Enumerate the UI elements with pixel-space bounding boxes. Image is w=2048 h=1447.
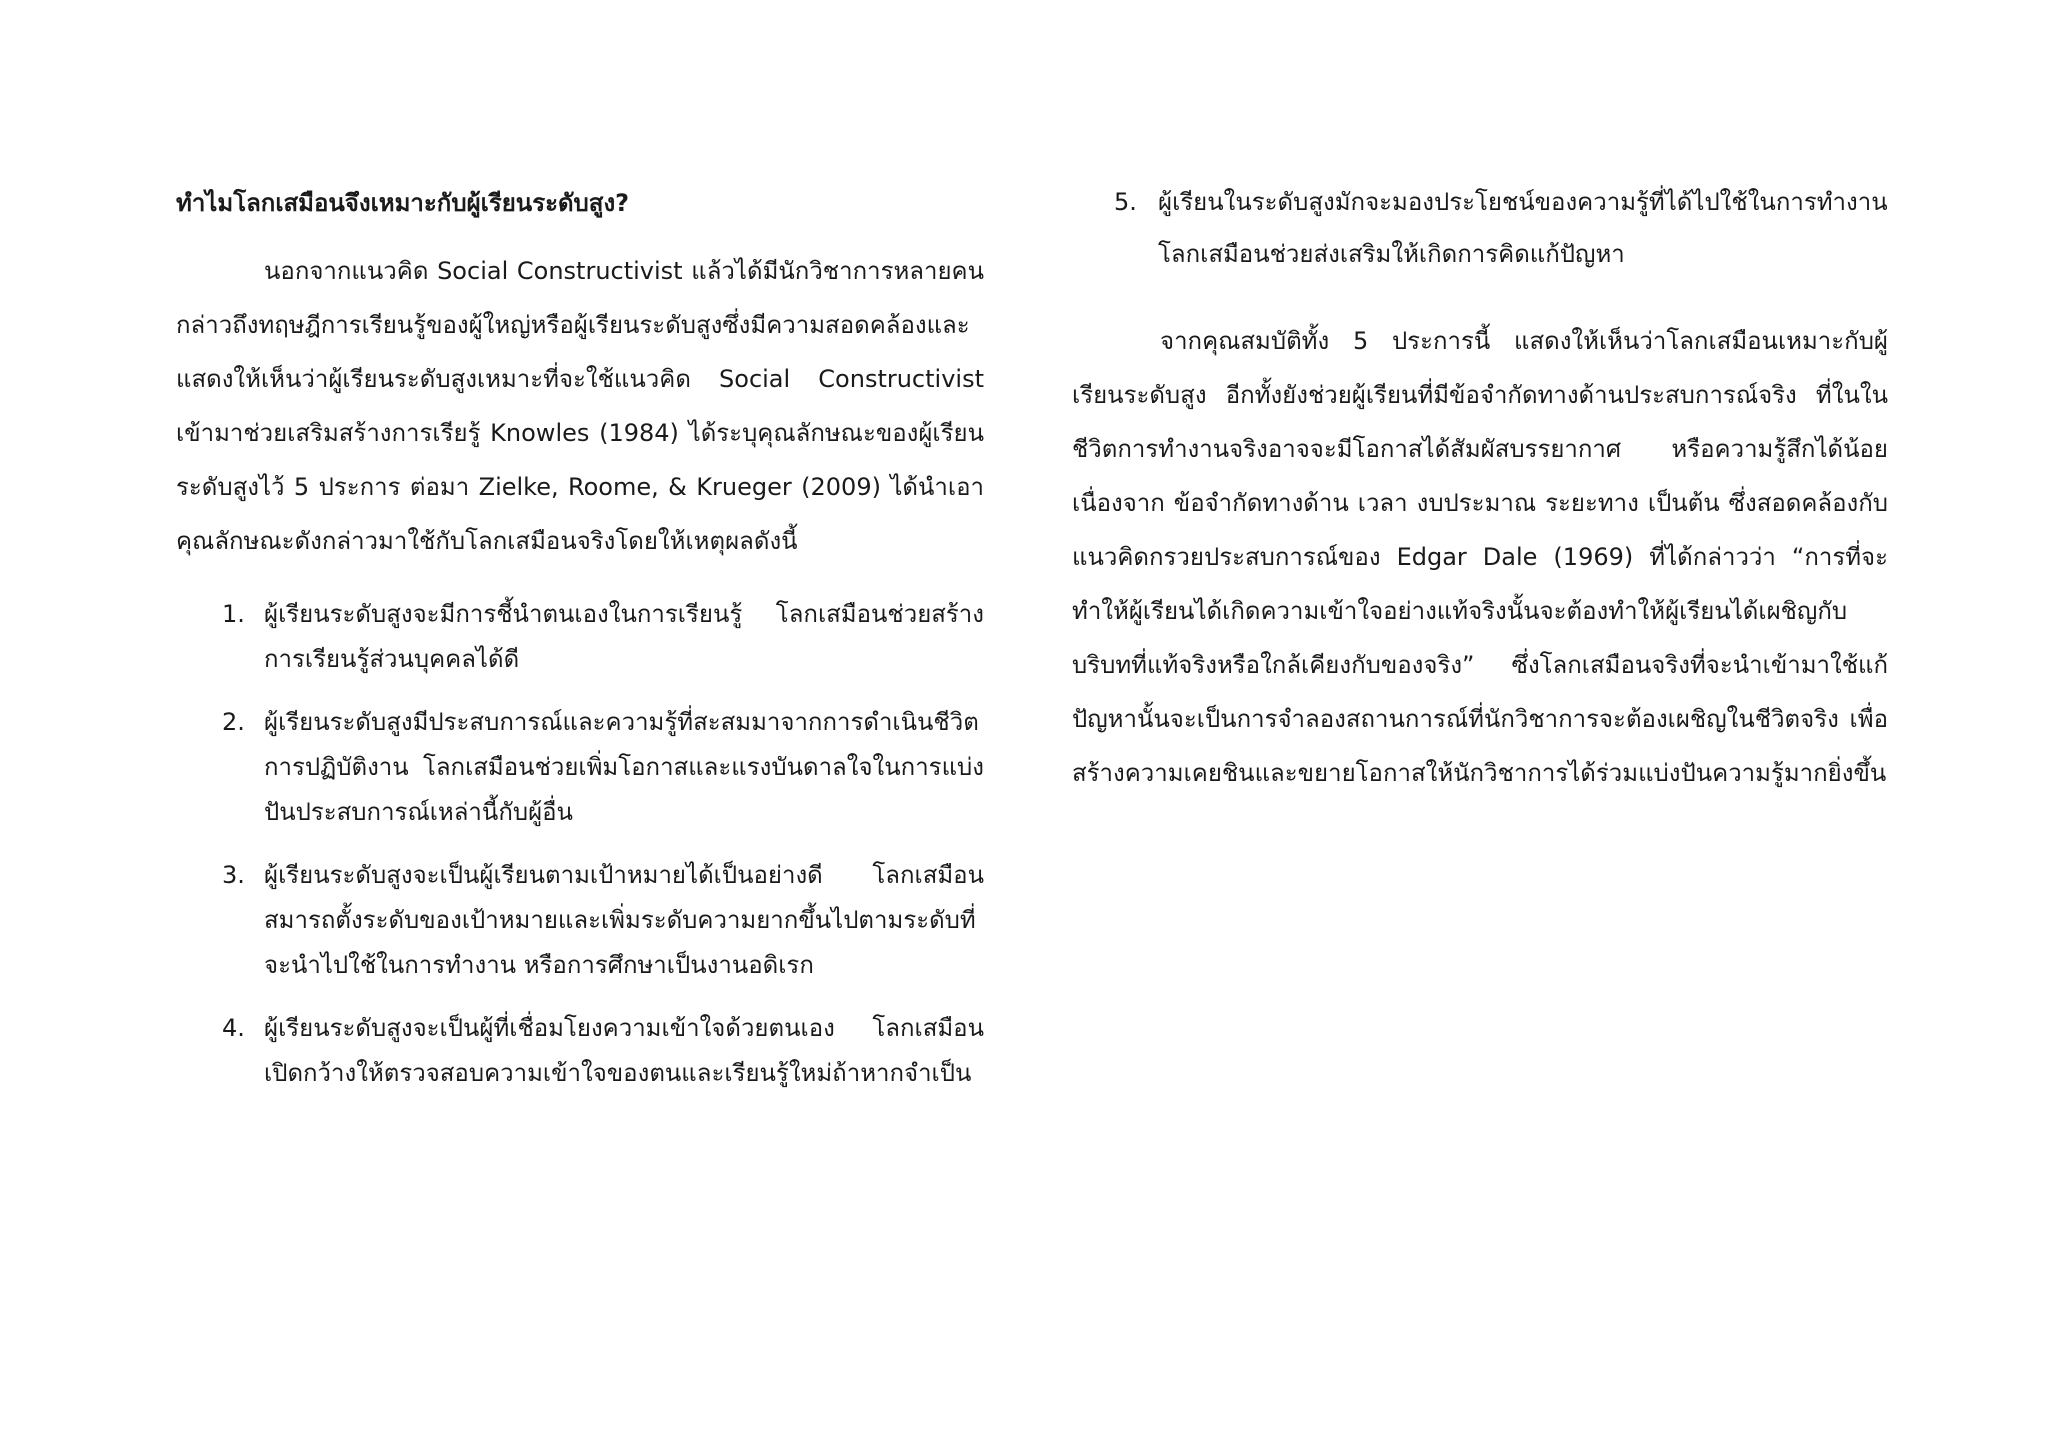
list-item: [176, 700, 984, 835]
list-item-text: ผู้เรียนระดับสูงจะมีการชี้นำตนเองในการเรียนรู้ โลกเสมือนช่วยสร้างการเรียนรู้ส่วนบุคคลได้ดี: [264, 600, 984, 673]
list-item-number: 4.: [222, 1014, 245, 1042]
list-item-number: 2.: [222, 708, 245, 736]
section-heading: ทำไมโลกเสมือนจึงเหมาะกับผู้เรียนระดับสูง?: [176, 189, 630, 217]
list-item: [176, 592, 984, 682]
list-item: [1072, 176, 1888, 280]
list-item-text: ผู้เรียนในระดับสูงมักจะมองประโยชน์ของความรู้ที่ได้ไปใช้ในการทำงาน โลกเสมือนช่วยส่งเสริมให้เกิดการคิดแก้ปัญหา: [1158, 188, 1888, 268]
list-item-number: 1.: [222, 600, 245, 628]
list-item: [176, 1006, 984, 1096]
list-item-number: 3.: [222, 861, 245, 889]
reasons-list-continued: [1072, 176, 1888, 280]
reasons-list: [176, 592, 984, 1096]
list-item-text: ผู้เรียนระดับสูงจะเป็นผู้ที่เชื่อมโยงความเข้าใจด้วยตนเอง โลกเสมือนเปิดกว้างให้ตรวจสอบความเข้าใจของตนและเรียนรู้ใหม่ถ้าหากจำเป็น: [264, 1014, 984, 1087]
conclusion-paragraph: จากคุณสมบัติทั้ง 5 ประการนี้ แสดงให้เห็นว่าโลกเสมือนเหมาะกับผู้เรียนระดับสูง อีกทั้งยังช่วยผู้เรียนที่มีข้อจำกัดทางด้านประสบการณ์จริง ที่ในในชีวิตการทำงานจริงอาจจะมีโอกาสได้สัมผัสบรรยากาศ หรือความรู้สึกได้น้อย เนื่องจาก ข้อจำกัดทางด้าน เวลา งบประมาณ ระยะทาง เป็นต้น ซึ่งสอดคล้องกับแนวคิดกรวยประสบการณ์ของ Edgar Dale (1969) ที่ได้กล่าวว่า “การที่จะทำให้ผู้เรียนได้เกิดความเข้าใจอย่างแท้จริงนั้นจะต้องทำให้ผู้เรียนได้เผชิญกับบริบทที่แท้จริงหรือใกล้เคียงกับของจริง” ซึ่งโลกเสมือนจริงที่จะนำเข้ามาใช้แก้ปัญหานั้นจะเป็นการจำลองสถานการณ์ที่นักวิชาการจะต้องเผชิญในชีวิตจริง เพื่อสร้างความเคยชินและขยายโอกาสให้นักวิชาการได้ร่วมแบ่งปันความรู้มากยิ่งขึ้น: [1072, 327, 1888, 787]
right-column: [1072, 176, 1888, 800]
list-item: [176, 853, 984, 988]
intro-paragraph: นอกจากแนวคิด Social Constructivist แล้วได้มีนักวิชาการหลายคนกล่าวถึงทฤษฎีการเรียนรู้ของผู้ใหญ่หรือผู้เรียนระดับสูงซึ่งมีความสอดคล้องและแสดงให้เห็นว่าผู้เรียนระดับสูงเหมาะที่จะใช้แนวคิด Social Constructivist เข้ามาช่วยเสริมสร้างการเรียรู้ Knowles (1984) ได้ระบุคุณลักษณะของผู้เรียนระดับสูงไว้ 5 ประการ ต่อมา Zielke, Roome, & Krueger (2009) ได้นำเอาคุณลักษณะดังกล่าวมาใช้กับโลกเสมือนจริงโดยให้เหตุผลดังนี้: [176, 257, 984, 555]
list-item-text: ผู้เรียนระดับสูงจะเป็นผู้เรียนตามเป้าหมายได้เป็นอย่างดี โลกเสมือนสมารถตั้งระดับของเป้าหมายและเพิ่มระดับความยากขึ้นไปตามระดับที่จะนำไปใช้ในการทำงาน หรือการศึกษาเป็นงานอดิเรก: [264, 861, 984, 979]
left-column: [176, 176, 984, 1114]
list-item-text: ผู้เรียนระดับสูงมีประสบการณ์และความรู้ที่สะสมมาจากการดำเนินชีวิต การปฏิบัติงาน โลกเสมือนช่วยเพิ่มโอกาสและแรงบันดาลใจในการแบ่งปันประสบการณ์เหล่านี้กับผู้อื่น: [264, 708, 984, 826]
list-item-number: 5.: [1114, 188, 1137, 216]
